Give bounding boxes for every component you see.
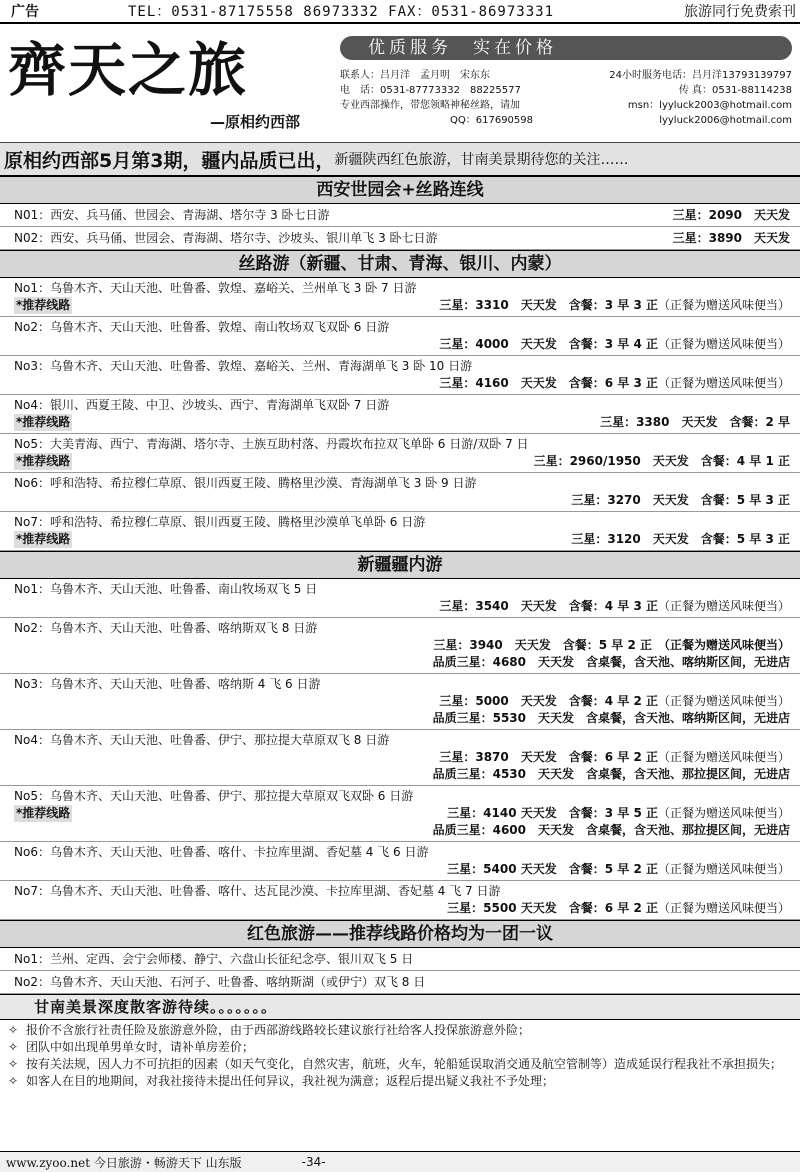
recommended-tag: *推荐线路 — [16, 806, 71, 820]
route-item — [0, 579, 800, 618]
route-desc: 西安、兵马俑、世园会、青海湖、塔尔寺、沙坡头、银川单飞 3 卧七日游 — [50, 231, 438, 245]
route-desc: 乌鲁木齐、天山天池、吐鲁番、伊宁、那拉提大草原双飞 8 日游 — [49, 733, 390, 747]
route-desc: 银川、西夏王陵、中卫、沙坡头、西宁、青海湖单飞双卧 7 日游 — [49, 398, 390, 412]
footer — [0, 1151, 800, 1172]
route-price: 品质三星：4680 天天发 含桌餐，含天池、喀纳斯区间，无进店 — [432, 655, 790, 669]
route-item — [0, 674, 800, 730]
diamond-bullet-icon: ✧ — [8, 1023, 19, 1037]
ad-free-note: 旅游同行免费索刊 — [684, 4, 796, 20]
route-no: No2： — [14, 621, 50, 635]
route-no: N01： — [14, 208, 51, 222]
route-no: No2： — [14, 320, 50, 334]
ad-contact-line: TEL：0531-87175558 86973332 FAX：0531-86973331 — [128, 4, 555, 20]
section-title: 丝路游（新疆、甘肃、青海、银川、内蒙） — [0, 250, 800, 278]
route-price: 品质三星：4600 天天发 含桌餐，含天池、那拉提区间，无进店 — [432, 823, 790, 837]
route-item — [0, 786, 800, 842]
footer-site: www.zyoo.net 今日旅游・畅游天下 山东版 — [6, 1155, 242, 1170]
route-item — [0, 204, 800, 227]
route-no: No6： — [14, 845, 50, 859]
route-sections — [0, 176, 800, 994]
route-item — [0, 434, 800, 473]
specialty-note: 专业西部操作，带您领略神秘丝路，请加 — [340, 100, 520, 111]
route-item — [0, 278, 800, 317]
route-price: 三星：5500 天天发 含餐：6 早 2 正 — [447, 901, 658, 915]
route-desc: 乌鲁木齐、天山天池、吐鲁番、喀纳斯 4 飞 6 日游 — [49, 677, 321, 691]
route-no: No5： — [14, 437, 50, 451]
route-no: No1： — [14, 952, 50, 966]
note-item — [8, 1073, 792, 1090]
route-price: 三星：3870 天天发 含餐：6 早 2 正 — [439, 750, 658, 764]
msn-1: msn：lyyluck2003@hotmail.com — [627, 100, 792, 111]
route-desc: 乌鲁木齐、天山天池、吐鲁番、伊宁、那拉提大草原双飞双卧 6 日游 — [49, 789, 414, 803]
route-price-note: （正餐为赠送风味便当） — [657, 376, 790, 390]
route-item — [0, 356, 800, 395]
route-desc: 乌鲁木齐、天山天池、吐鲁番、喀什、卡拉库里湖、香妃墓 4 飞 6 日游 — [49, 845, 429, 859]
route-price: 三星：4140 天天发 含餐：3 早 5 正 — [447, 806, 658, 820]
route-item — [0, 881, 800, 920]
route-desc: 乌鲁木齐、天山天池、吐鲁番、敦煌、南山牧场双飞双卧 6 日游 — [49, 320, 390, 334]
note-text: 报价不含旅行社责任险及旅游意外险，由于西部游线路较长建议旅行社给客人投保旅游意外险； — [26, 1023, 531, 1037]
route-desc: 大美青海、西宁、青海湖、塔尔寺、土族互助村落、丹霞坎布拉双飞单卧 6 日游/双卧 7 日 — [49, 437, 529, 451]
header — [0, 24, 800, 143]
route-price-note: （正餐为赠送风味便当） — [657, 901, 790, 915]
route-price: 三星：3890 天天发 — [672, 231, 790, 245]
route-price: 品质三星：4530 天天发 含桌餐，含天池、那拉提区间，无进店 — [432, 767, 790, 781]
route-price-note: （正餐为赠送风味便当） — [657, 599, 790, 613]
recommended-tag: *推荐线路 — [16, 532, 71, 546]
logo — [8, 32, 328, 132]
route-price: 三星：3380 天天发 含餐：2 早 — [600, 415, 790, 429]
route-price: 三星：4160 天天发 含餐：6 早 3 正 — [439, 376, 658, 390]
route-price: 三星：2090 天天发 — [672, 208, 790, 222]
route-desc: 乌鲁木齐、天山天池、吐鲁番、南山牧场双飞 5 日 — [49, 582, 318, 596]
headline-text: 原相约西部5月第3期，疆内品质已出， — [4, 149, 335, 172]
hotline: 24小时服务电话：吕月洋13793139797 — [609, 70, 792, 81]
logo-subtitle: —原相约西部 — [209, 113, 300, 131]
route-no: No1： — [14, 582, 50, 596]
recommended-tag: *推荐线路 — [16, 454, 71, 468]
note-item — [8, 1039, 792, 1056]
route-item — [0, 842, 800, 881]
route-price-note: （正餐为赠送风味便当） — [657, 694, 790, 708]
diamond-bullet-icon: ✧ — [8, 1074, 19, 1088]
route-item — [0, 948, 800, 971]
route-no: No7： — [14, 515, 50, 529]
section-title: 西安世园会+丝路连线 — [0, 176, 800, 204]
route-price: 三星：5000 天天发 含餐：4 早 2 正 — [439, 694, 658, 708]
route-price: 三星：4000 天天发 含餐：3 早 4 正 — [439, 337, 658, 351]
route-price-note: （正餐为赠送风味便当） — [657, 750, 790, 764]
route-price-note: （正餐为赠送风味便当） — [657, 806, 790, 820]
slogan: 优质服务 实在价格 — [340, 36, 792, 60]
note-item — [8, 1056, 792, 1073]
ad-tag: 广告 — [11, 4, 39, 20]
route-price: 品质三星：5530 天天发 含桌餐，含天池、喀纳斯区间，无进店 — [432, 711, 790, 725]
route-price: 三星：3540 天天发 含餐：4 早 3 正 — [439, 599, 658, 613]
note-text: 团队中如出现单男单女时，请补单房差价； — [26, 1040, 255, 1054]
contact-persons: 联系人：吕月洋 孟月明 宋东东 — [340, 70, 490, 81]
route-desc: 西安、兵马俑、世园会、青海湖、塔尔寺 3 卧七日游 — [50, 208, 330, 222]
recommended-tag: *推荐线路 — [16, 298, 71, 312]
route-price-note: （正餐为赠送风味便当） — [657, 337, 790, 351]
route-price: 三星：2960/1950 天天发 含餐：4 早 1 正 — [533, 454, 790, 468]
route-price: 三星：3270 天天发 含餐：5 早 3 正 — [571, 493, 790, 507]
route-no: No4： — [14, 398, 50, 412]
section-title: 红色旅游——推荐线路价格均为一团一议 — [0, 920, 800, 948]
section-title: 新疆疆内游 — [0, 551, 800, 579]
route-desc: 乌鲁木齐、天山天池、吐鲁番、喀纳斯双飞 8 日游 — [49, 621, 318, 635]
note-text: 如客人在目的地期间，对我社接待未提出任何异议，我社视为满意；返程后提出疑义我社不予处理； — [26, 1074, 555, 1088]
notes-list — [0, 1020, 800, 1090]
route-item — [0, 473, 800, 512]
route-price-note: （正餐为赠送风味便当） — [657, 862, 790, 876]
route-no: No2： — [14, 975, 50, 989]
route-desc: 兰州、定西、会宁会师楼、静宁、六盘山长征纪念亭、银川双飞 5 日 — [49, 952, 414, 966]
route-no: No6： — [14, 476, 50, 490]
recommended-tag: *推荐线路 — [16, 415, 71, 429]
route-no: No5： — [14, 789, 50, 803]
route-price: 三星：3310 天天发 含餐：3 早 3 正 — [439, 298, 658, 312]
diamond-bullet-icon: ✧ — [8, 1057, 19, 1071]
phone: 电 话：0531-87773332 88225577 — [340, 85, 521, 96]
route-price-note: （正餐为赠送风味便当） — [657, 298, 790, 312]
note-text: 按有关法规，因人力不可抗拒的因素（如天气变化，自然灾害，航班，火车，轮船延误取消交通及航空管制等）造成延误行程我社不承担损失； — [26, 1057, 783, 1071]
route-price: 三星：3940 天天发 含餐：5 早 2 正 （正餐为赠送风味便当） — [433, 638, 790, 652]
page-number: -34- — [301, 1155, 326, 1169]
route-item — [0, 618, 800, 674]
route-no: No3： — [14, 359, 50, 373]
route-no: No1： — [14, 281, 50, 295]
route-desc: 乌鲁木齐、天山天池、吐鲁番、喀什、达瓦昆沙漠、卡拉库里湖、香妃墓 4 飞 7 日游 — [49, 884, 501, 898]
gansu-teaser: 甘南美景深度散客游待续。。。。。。。 — [0, 994, 800, 1020]
route-item — [0, 971, 800, 994]
route-no: No3： — [14, 677, 50, 691]
route-desc: 呼和浩特、希拉穆仁草原、银川西夏王陵、腾格里沙漠、青海湖单飞 3 卧 9 日游 — [49, 476, 477, 490]
logo-title: 齊天之旅 — [8, 36, 249, 104]
headline-banner — [0, 143, 800, 176]
route-item — [0, 395, 800, 434]
msn-2: lyyluck2006@hotmail.com — [659, 115, 792, 126]
route-no: No4： — [14, 733, 50, 747]
fax: 传 真：0531-88114238 — [678, 85, 792, 96]
route-no: No7： — [14, 884, 50, 898]
note-item — [8, 1022, 792, 1039]
route-desc: 乌鲁木齐、天山天池、吐鲁番、敦煌、嘉峪关、兰州、青海湖单飞 3 卧 10 日游 — [49, 359, 473, 373]
route-desc: 呼和浩特、希拉穆仁草原、银川西夏王陵、腾格里沙漠单飞单卧 6 日游 — [49, 515, 426, 529]
route-item — [0, 730, 800, 786]
route-price: 三星：3120 天天发 含餐：5 早 3 正 — [571, 532, 790, 546]
route-desc: 乌鲁木齐、天山天池、石河子、吐鲁番、喀纳斯湖（或伊宁）双飞 8 日 — [49, 975, 426, 989]
diamond-bullet-icon: ✧ — [8, 1040, 19, 1054]
route-price: 三星：5400 天天发 含餐：5 早 2 正 — [447, 862, 658, 876]
route-desc: 乌鲁木齐、天山天池、吐鲁番、敦煌、嘉峪关、兰州单飞 3 卧 7 日游 — [49, 281, 417, 295]
route-item — [0, 317, 800, 356]
route-item — [0, 512, 800, 551]
route-item — [0, 227, 800, 250]
route-no: N02： — [14, 231, 51, 245]
contact-info — [340, 68, 792, 128]
ad-strip — [0, 0, 800, 24]
headline-tail: 新疆陕西红色旅游，甘南美景期待您的关注…… — [334, 152, 629, 168]
qq: QQ：617690598 — [450, 115, 534, 126]
